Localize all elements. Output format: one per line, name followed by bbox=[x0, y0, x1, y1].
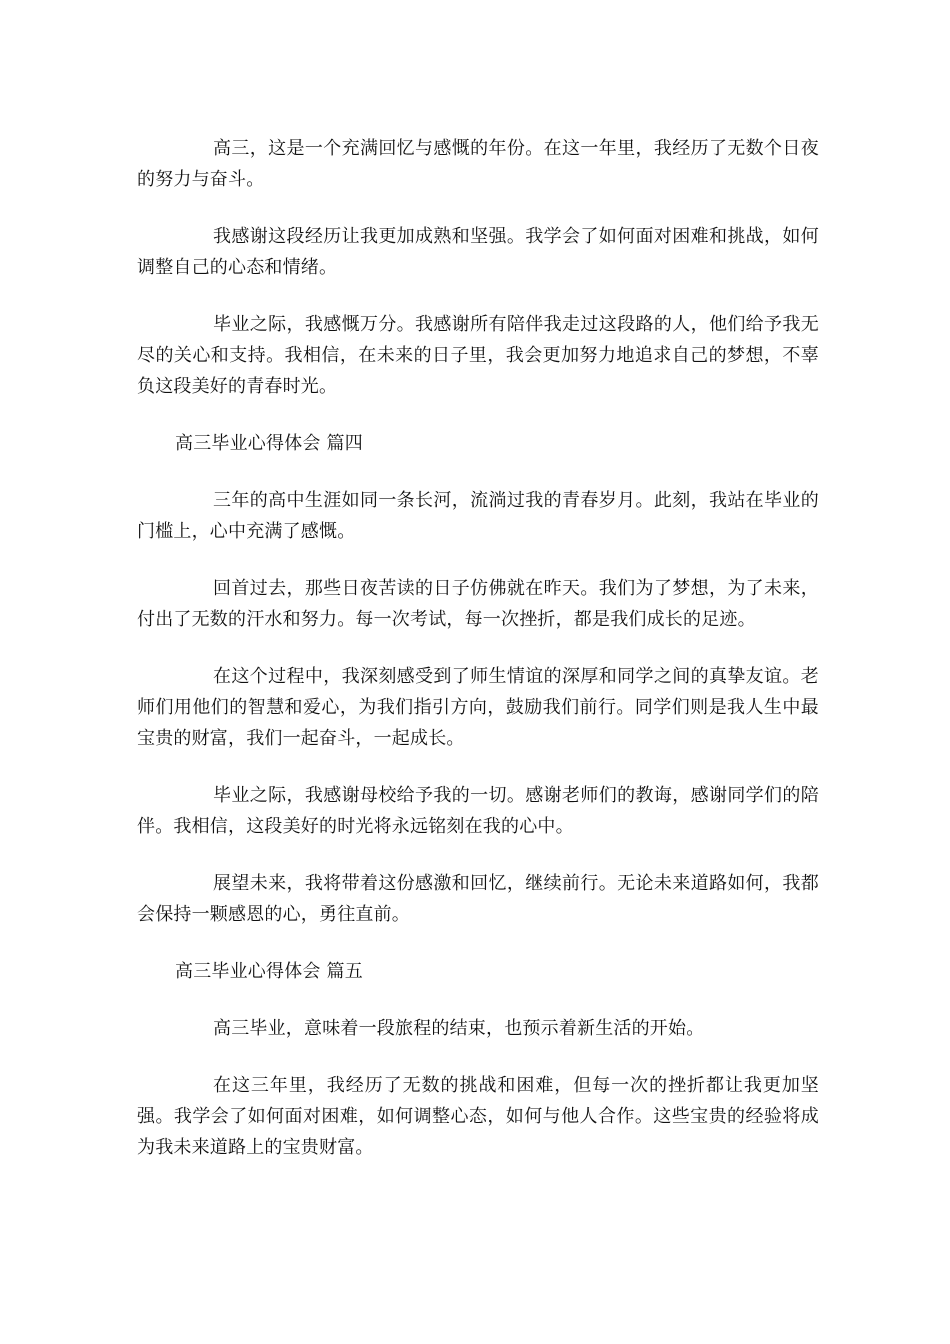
paragraph: 三年的高中生涯如同一条长河，流淌过我的青春岁月。此刻，我站在毕业的门槛上，心中充满了感慨。 bbox=[137, 490, 819, 542]
section-heading: 高三毕业心得体会 篇五 bbox=[175, 961, 363, 982]
paragraph: 展望未来，我将带着这份感激和回忆，继续前行。无论未来道路如何，我都会保持一颗感恩的心，勇往直前。 bbox=[137, 873, 819, 925]
paragraph: 在这个过程中，我深刻感受到了师生情谊的深厚和同学之间的真挚友谊。老师们用他们的智慧和爱心，为我们指引方向，鼓励我们前行。同学们则是我人生中最宝贵的财富，我们一起奋斗，一起成长。 bbox=[137, 666, 819, 749]
paragraph: 毕业之际，我感谢母校给予我的一切。感谢老师们的教诲，感谢同学们的陪伴。我相信，这段美好的时光将永远铭刻在我的心中。 bbox=[137, 785, 819, 837]
paragraph: 毕业之际，我感慨万分。我感谢所有陪伴我走过这段路的人，他们给予我无尽的关心和支持。我相信，在未来的日子里，我会更加努力地追求自己的梦想，不辜负这段美好的青春时光。 bbox=[137, 314, 819, 397]
paragraph: 回首过去，那些日夜苦读的日子仿佛就在昨天。我们为了梦想，为了未来，付出了无数的汗水和努力。每一次考试，每一次挫折，都是我们成长的足迹。 bbox=[137, 578, 819, 630]
paragraph: 高三毕业，意味着一段旅程的结束，也预示着新生活的开始。 bbox=[213, 1018, 705, 1039]
paragraph: 高三，这是一个充满回忆与感慨的年份。在这一年里，我经历了无数个日夜的努力与奋斗。 bbox=[137, 138, 819, 190]
paragraph: 在这三年里，我经历了无数的挑战和困难，但每一次的挫折都让我更加坚强。我学会了如何面对困难，如何调整心态，如何与他人合作。这些宝贵的经验将成为我未来道路上的宝贵财富。 bbox=[137, 1075, 819, 1158]
document-body bbox=[137, 133, 819, 1189]
paragraph: 我感谢这段经历让我更加成熟和坚强。我学会了如何面对困难和挑战，如何调整自己的心态和情绪。 bbox=[137, 226, 819, 278]
section-heading: 高三毕业心得体会 篇四 bbox=[175, 433, 363, 454]
